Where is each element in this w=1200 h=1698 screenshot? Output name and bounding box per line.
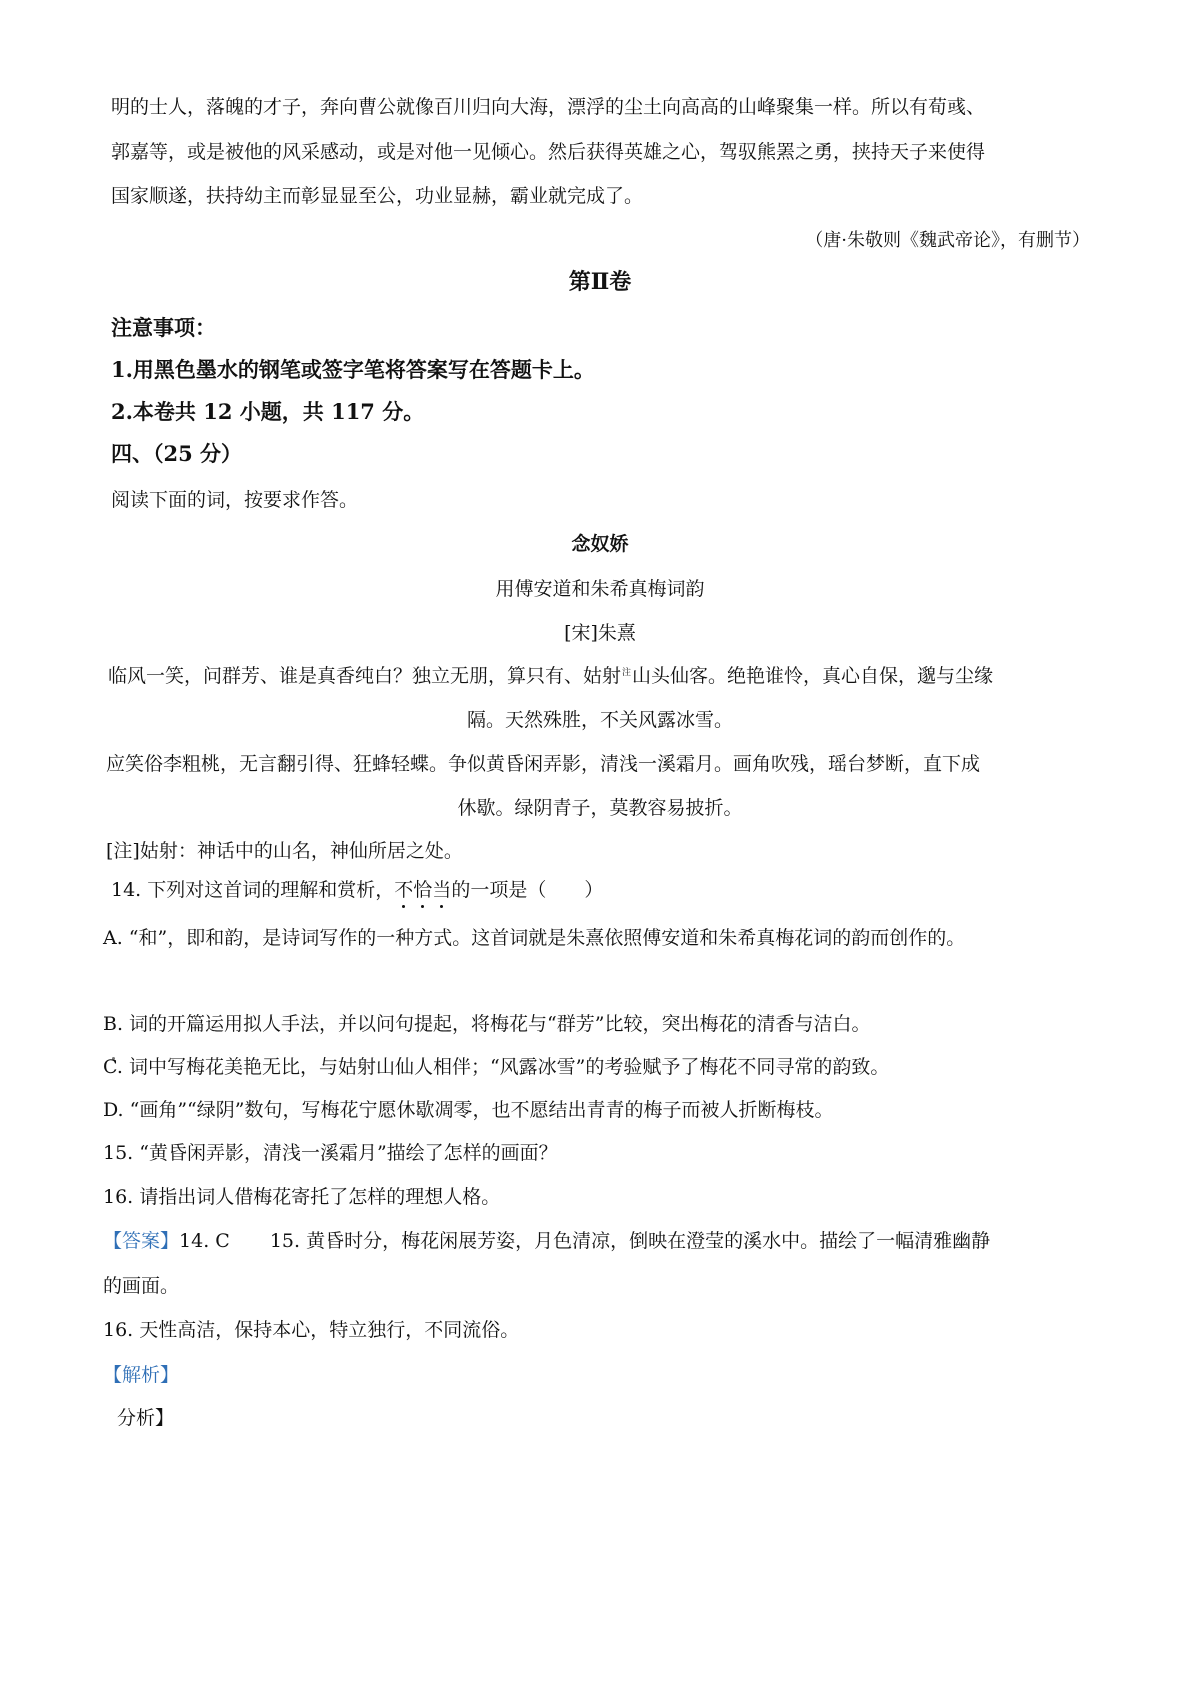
answer-15-part-2: 的画面。 <box>103 1275 180 1297</box>
notice-heading: 注意事项： <box>111 315 216 340</box>
poem-stanza-2-line-a: 应笑俗李粗桃，无言翻引得、狂蜂轻蝶。争似黄昏闲弄影，清浅一溪霜月。画角吹残，瑶台梦断，直下成 <box>106 753 981 775</box>
question-15: 15. “黄昏闲弄影，清浅一溪霜月”描绘了怎样的画面？ <box>103 1142 558 1164</box>
passage-line-1: 明的士人，落魄的才子，奔向曹公就像百川归向大海，漂浮的尘土向高高的山峰聚集一样。所以有荀彧、 <box>111 96 986 118</box>
poem-stanza-1-line-a <box>108 663 993 689</box>
note-marker: 注 <box>622 668 632 678</box>
emphasis-char: 当 <box>432 879 452 901</box>
section-four-title: 四、（25 分） <box>111 441 243 466</box>
answer-14: 14. C <box>179 1230 230 1252</box>
poem-stanza-1-line-b: 隔。天然殊胜，不关风露冰雪。 <box>466 709 733 731</box>
poem-stanza-1-line-a-end: 山头仙客。绝艳谁怜，真心自保，邈与尘缘 <box>632 665 994 687</box>
notice-item-1: 1.用黑色墨水的钢笔或签字笔将答案写在答题卡上。 <box>111 357 595 382</box>
analysis-label: 【解析】 <box>103 1364 180 1386</box>
notice-item-2: 2.本卷共 12 小题，共 117 分。 <box>111 399 425 424</box>
poem-annotation: [注]姑射：神话中的山名，神仙所居之处。 <box>106 840 463 862</box>
question-14-text-end: 的一项是（ ） <box>451 879 604 901</box>
poem-subtitle: 用傅安道和朱希真梅词韵 <box>495 578 705 600</box>
poem-stanza-1-line-a-start: 临风一笑，问群芳、谁是真香纯白？独立无朋，算只有、姑射 <box>108 665 622 687</box>
option-c: C. 词中写梅花美艳无比，与姑射山仙人相伴；“风露冰雪”的考验赋予了梅花不同寻常的韵致。 <box>103 1056 890 1078</box>
option-b: B. 词的开篇运用拟人手法，并以问句提起，将梅花与“群芳”比较，突出梅花的清香与洁白。 <box>103 1013 871 1035</box>
question-16: 16. 请指出词人借梅花寄托了怎样的理想人格。 <box>103 1186 501 1208</box>
analysis-sub: 分析】 <box>117 1407 175 1429</box>
option-d: D. “画角”“绿阴”数句，写梅花宁愿休歇凋零，也不愿结出青青的梅子而被人折断梅枝。 <box>103 1099 834 1121</box>
volume-title: 第Ⅱ卷 <box>568 269 632 295</box>
question-14-text-start: 14. 下列对这首词的理解和赏析， <box>111 879 395 901</box>
answer-label: 【答案】 <box>103 1230 180 1252</box>
section-four-instruction: 阅读下面的词，按要求作答。 <box>111 489 359 511</box>
passage-source: （唐·朱敬则《魏武帝论》，有删节） <box>805 230 1090 251</box>
poem-title: 念奴娇 <box>571 533 629 555</box>
question-14 <box>111 877 603 903</box>
answer-15-part-1: 15. 黄昏时分，梅花闲展芳姿，月色清凉，倒映在澄莹的溪水中。描绘了一幅清雅幽静 <box>269 1230 991 1252</box>
answer-line-1 <box>103 1228 990 1254</box>
emphasis-char: 不 <box>394 879 414 901</box>
poem-stanza-2-line-b: 休歇。绿阴青子，莫教容易披折。 <box>457 797 743 819</box>
passage-line-3: 国家顺遂，扶持幼主而彰显显至公，功业显赫，霸业就完成了。 <box>111 185 644 207</box>
option-a: A. “和”，即和韵，是诗词写作的一种方式。这首词就是朱熹依照傅安道和朱希真梅花词的韵而创作的。 <box>103 927 966 949</box>
passage-line-2: 郭嘉等，或是被他的风采感动，或是对他一见倾心。然后获得英雄之心，驾驭熊罴之勇，挟持天子来使得 <box>111 141 986 163</box>
answer-16: 16. 天性高洁，保持本心，特立独行，不同流俗。 <box>103 1319 520 1341</box>
poem-author: [宋]朱熹 <box>564 622 636 644</box>
emphasis-char: 恰 <box>413 879 433 901</box>
